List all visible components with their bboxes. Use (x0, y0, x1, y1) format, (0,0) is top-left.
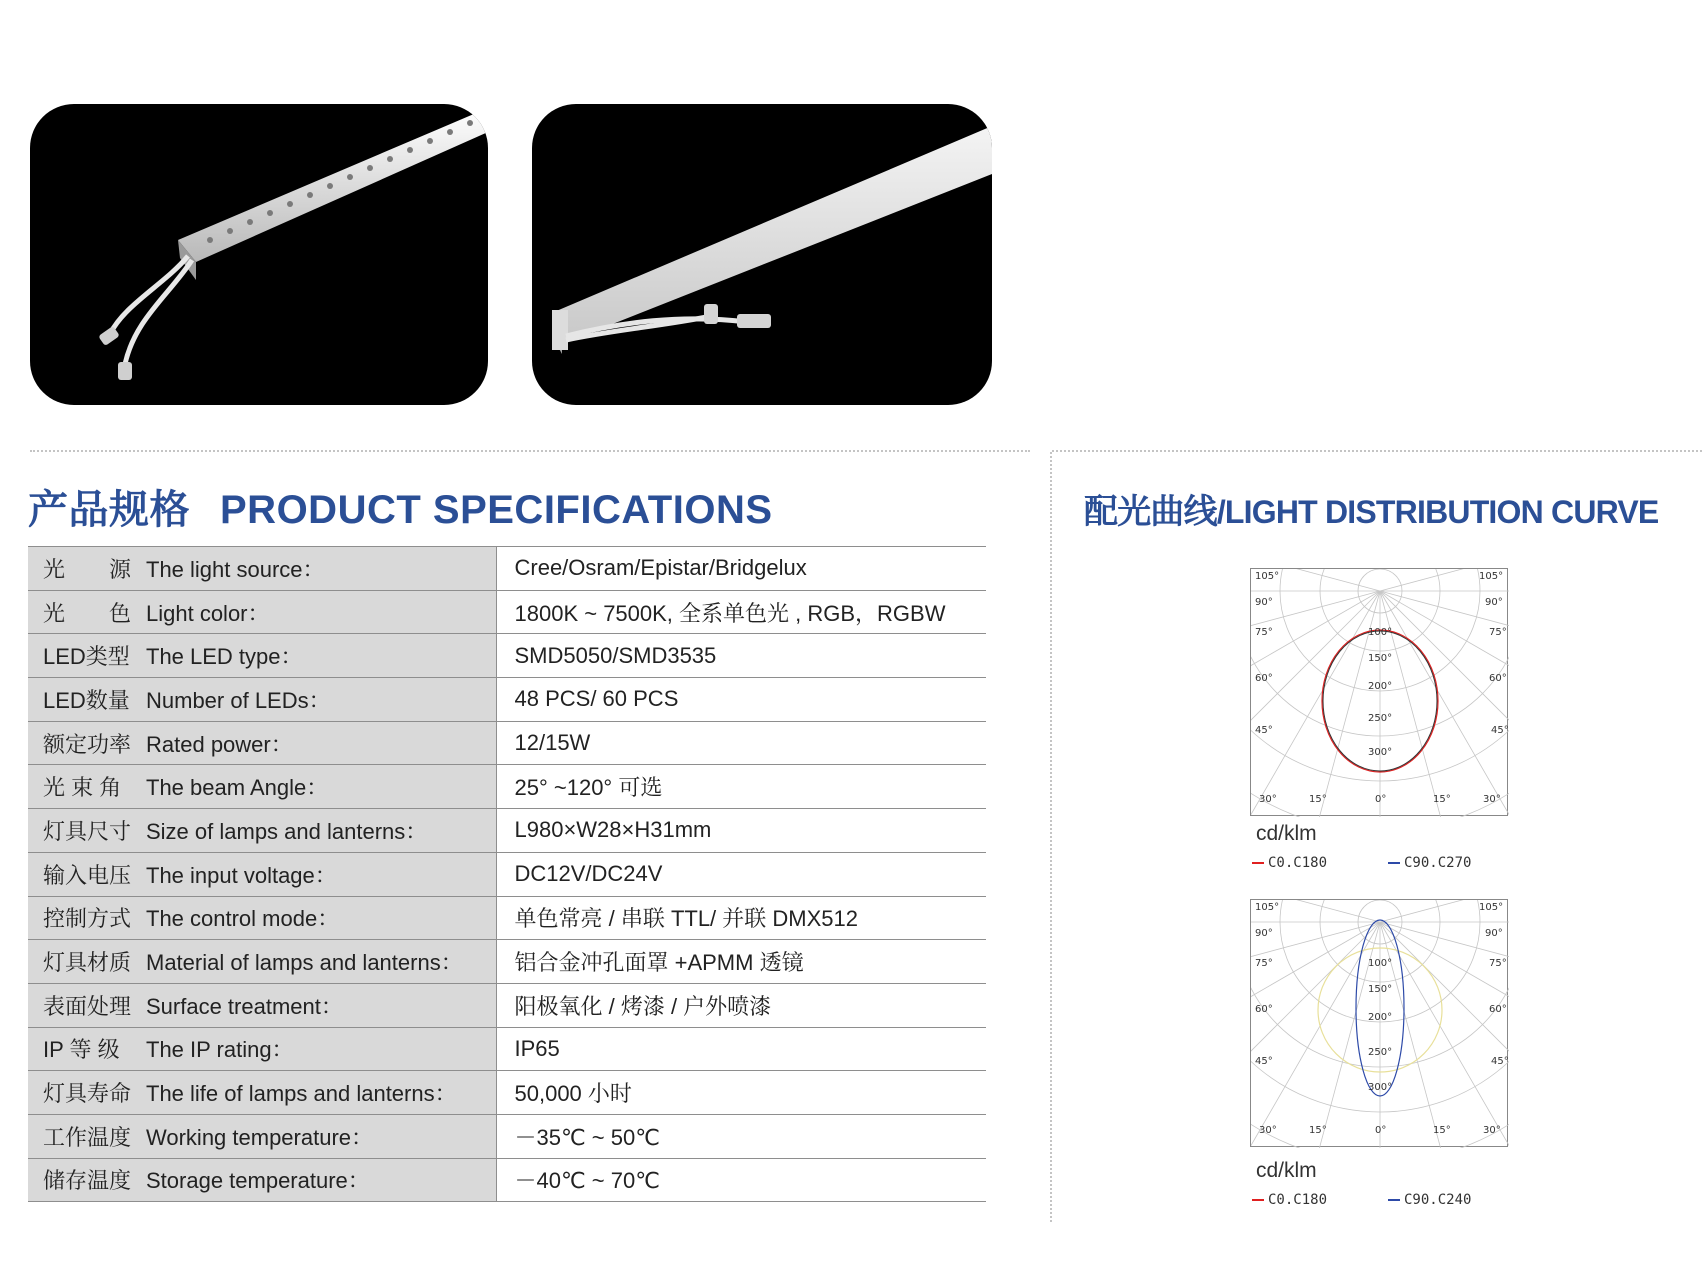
spec-heading-zh: 产品规格 (28, 488, 190, 532)
spec-label-en: Light color： (146, 600, 270, 626)
spec-label-en: Size of lamps and lanterns： (146, 818, 428, 844)
spec-label-zh: 灯具寿命 (43, 1081, 132, 1107)
spec-row (28, 547, 986, 591)
spec-label-cell (28, 1158, 496, 1202)
spec-value: 25° ~120° 可选 (496, 765, 986, 809)
angle-label: 75° (1255, 958, 1273, 969)
spec-label-cell (28, 1027, 496, 1071)
spec-label-zh: 控制方式 (43, 906, 132, 932)
spec-label-zh: 工作温度 (43, 1124, 132, 1150)
spec-label-en: The life of lamps and lanterns： (146, 1081, 457, 1107)
spec-label-zh: 光 色 (43, 600, 132, 626)
polar-diagram-1 (1250, 568, 1508, 816)
polar-spoke (1380, 591, 1509, 751)
spec-label-en: The input voltage： (146, 862, 337, 888)
spec-label-cell (28, 547, 496, 591)
divider-vertical (1050, 452, 1052, 1222)
spec-row (28, 852, 986, 896)
polar-diagram-2 (1250, 899, 1508, 1147)
spec-label-en: The light source： (146, 556, 325, 582)
radial-label: 150° (1368, 984, 1393, 995)
spec-label-zh: LED数量 (43, 687, 130, 713)
spec-label-en: Rated power： (146, 731, 293, 757)
polar-unit-2: cd/klm (1256, 1159, 1317, 1182)
polar-unit-1: cd/klm (1256, 822, 1317, 845)
spec-label-zh: 额定功率 (43, 731, 132, 757)
curve-heading-zh: 配光曲线 (1084, 493, 1217, 531)
angle-label: 30° (1259, 1125, 1277, 1136)
angle-label: 15° (1309, 794, 1327, 805)
angle-label: 90° (1485, 597, 1503, 608)
angle-label: 30° (1483, 1125, 1501, 1136)
polar-spoke (1297, 922, 1380, 1148)
radial-label: 250° (1368, 1047, 1393, 1058)
spec-value: Cree/Osram/Epistar/Bridgelux (496, 547, 986, 591)
spec-value: 50,000 小时 (496, 1071, 986, 1115)
spec-row (28, 1027, 986, 1071)
spec-label-zh: 储存温度 (43, 1168, 132, 1194)
angle-label: 90° (1255, 597, 1273, 608)
spec-label-cell (28, 721, 496, 765)
spec-label-en: Number of LEDs： (146, 687, 331, 713)
spec-value: SMD5050/SMD3535 (496, 634, 986, 678)
spec-label-zh: 输入电压 (43, 862, 132, 888)
spec-row (28, 1071, 986, 1115)
spec-label-en: The LED type： (146, 644, 303, 670)
spec-value: 阳极氧化 / 烤漆 / 户外喷漆 (496, 983, 986, 1027)
angle-label: 0° (1375, 1125, 1387, 1136)
spec-value: IP65 (496, 1027, 986, 1071)
angle-label: 75° (1255, 627, 1273, 638)
angle-label: 105° (1479, 902, 1504, 913)
product-photo-angled (30, 104, 488, 405)
spec-label-en: The control mode： (146, 906, 340, 932)
angle-label: 90° (1485, 928, 1503, 939)
spec-label-en: Storage temperature： (146, 1168, 370, 1194)
spec-row (28, 1158, 986, 1202)
spec-heading (28, 478, 773, 535)
spec-row (28, 896, 986, 940)
led-bar-illustration-2 (532, 104, 992, 405)
angle-label: 45° (1255, 1056, 1273, 1067)
spec-value: DC12V/DC24V (496, 852, 986, 896)
polar-spoke (1380, 922, 1463, 1148)
spec-row (28, 590, 986, 634)
angle-label: 45° (1491, 725, 1509, 736)
polar-spoke (1380, 591, 1509, 817)
legend-swatch (1252, 1199, 1264, 1201)
spec-row (28, 634, 986, 678)
legend-item (1252, 855, 1327, 871)
legend-item (1252, 1192, 1327, 1208)
divider-right (1052, 450, 1702, 452)
spec-value: －40℃ ~ 70℃ (496, 1158, 986, 1202)
legend-label: C0.C180 (1268, 1192, 1328, 1208)
spec-row (28, 1114, 986, 1158)
angle-label: 105° (1255, 571, 1280, 582)
angle-label: 90° (1255, 928, 1273, 939)
spec-label-cell (28, 765, 496, 809)
spec-label-zh: 光 源 (43, 556, 132, 582)
spec-label-cell (28, 983, 496, 1027)
polar-spoke (1380, 591, 1463, 817)
curve-heading-en: /LIGHT DISTRIBUTION CURVE (1216, 494, 1659, 530)
legend-label: C90.C240 (1404, 1192, 1472, 1208)
radial-label: 200° (1368, 681, 1393, 692)
spec-table (28, 546, 986, 1202)
legend-item (1388, 855, 1471, 871)
angle-label: 15° (1433, 794, 1451, 805)
spec-row (28, 678, 986, 722)
radial-label: 300° (1368, 747, 1393, 758)
legend-swatch (1388, 1199, 1400, 1201)
angle-label: 15° (1433, 1125, 1451, 1136)
spec-label-cell (28, 852, 496, 896)
spec-value: 1800K ~ 7500K, 全系单色光 , RGB，RGBW (496, 590, 986, 634)
product-photo-side (532, 104, 992, 405)
spec-row (28, 983, 986, 1027)
spec-label-cell (28, 940, 496, 984)
spec-row (28, 940, 986, 984)
spec-value: 单色常亮 / 串联 TTL/ 并联 DMX512 (496, 896, 986, 940)
angle-label: 60° (1255, 673, 1273, 684)
spec-value: 48 PCS/ 60 PCS (496, 678, 986, 722)
spec-label-cell (28, 1114, 496, 1158)
legend-swatch (1252, 862, 1264, 864)
spec-label-zh: LED类型 (43, 644, 130, 670)
spec-label-cell (28, 809, 496, 853)
spec-row (28, 765, 986, 809)
angle-label: 60° (1489, 673, 1507, 684)
polar-legend-2 (1252, 1192, 1492, 1212)
spec-row (28, 721, 986, 765)
spec-row (28, 809, 986, 853)
angle-label: 45° (1491, 1056, 1509, 1067)
radial-label: 150° (1368, 653, 1393, 664)
angle-label: 105° (1255, 902, 1280, 913)
legend-label: C90.C270 (1404, 855, 1472, 871)
spec-value: －35℃ ~ 50℃ (496, 1114, 986, 1158)
angle-label: 60° (1255, 1004, 1273, 1015)
polar-grid (1251, 569, 1509, 817)
spec-label-cell (28, 634, 496, 678)
polar-grid (1251, 900, 1509, 1148)
radial-label: 250° (1368, 713, 1393, 724)
angle-label: 0° (1375, 794, 1387, 805)
spec-label-cell (28, 678, 496, 722)
angle-label: 75° (1489, 958, 1507, 969)
angle-label: 105° (1479, 571, 1504, 582)
legend-item (1388, 1192, 1471, 1208)
radial-label: 100° (1368, 958, 1393, 969)
led-bar-illustration-1 (30, 104, 488, 405)
radial-label: 200° (1368, 1012, 1393, 1023)
angle-label: 60° (1489, 1004, 1507, 1015)
radial-label: 100° (1368, 627, 1393, 638)
curve-heading (1084, 484, 1658, 533)
spec-label-zh: 灯具尺寸 (43, 818, 132, 844)
legend-label: C0.C180 (1268, 855, 1328, 871)
spec-value: 12/15W (496, 721, 986, 765)
spec-label-cell (28, 590, 496, 634)
angle-label: 30° (1259, 794, 1277, 805)
spec-label-cell (28, 896, 496, 940)
divider-left (30, 450, 1030, 452)
spec-label-cell (28, 1071, 496, 1115)
angle-label: 45° (1255, 725, 1273, 736)
spec-label-zh: IP 等 级 (43, 1037, 120, 1063)
spec-heading-en: PRODUCT SPECIFICATIONS (220, 488, 773, 532)
spec-label-en: Working temperature： (146, 1124, 374, 1150)
angle-label: 75° (1489, 627, 1507, 638)
spec-value: 铝合金冲孔面罩 +APMM 透镜 (496, 940, 986, 984)
legend-swatch (1388, 862, 1400, 864)
spec-label-en: The IP rating： (146, 1037, 294, 1063)
polar-legend-1 (1252, 855, 1492, 875)
spec-label-zh: 表面处理 (43, 993, 132, 1019)
spec-label-zh: 光 束 角 (43, 775, 122, 801)
spec-label-en: The beam Angle： (146, 775, 329, 801)
spec-value: L980×W28×H31mm (496, 809, 986, 853)
spec-label-zh: 灯具材质 (43, 950, 132, 976)
angle-label: 15° (1309, 1125, 1327, 1136)
polar-spoke (1251, 591, 1380, 817)
polar-spoke (1297, 591, 1380, 817)
spec-label-en: Material of lamps and lanterns： (146, 950, 463, 976)
radial-label: 300° (1368, 1082, 1393, 1093)
spec-label-en: Surface treatment： (146, 993, 343, 1019)
angle-label: 30° (1483, 794, 1501, 805)
